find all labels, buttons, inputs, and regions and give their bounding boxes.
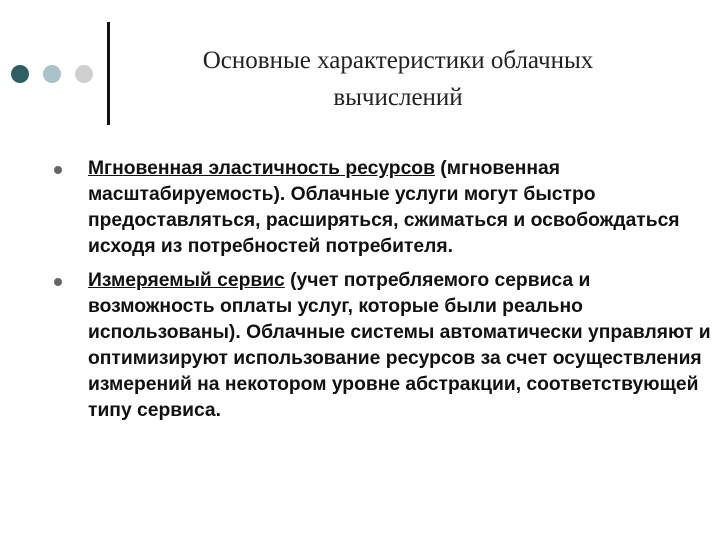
title-divider-line — [107, 22, 110, 125]
decorative-dot-gray — [75, 65, 93, 83]
slide-title — [118, 42, 678, 116]
bullet-term: Измеряемый сервис — [88, 270, 285, 291]
bullet-item — [52, 156, 716, 260]
slide-title-line-2: вычислений — [333, 84, 463, 111]
bullet-icon — [54, 278, 62, 286]
bullet-term: Мгновенная эластичность ресурсов — [88, 158, 435, 179]
bullet-item — [52, 268, 716, 424]
slide-title-line-1: Основные характеристики облачных — [202, 47, 594, 74]
bullet-text: (мгновенная масштабируемость). Облачные услуги могут быстро предоставляться, расширяться, сжиматься и освобождаться исходя из потребностей потребителя. — [88, 158, 680, 257]
bullet-icon — [54, 166, 62, 174]
bullet-text: (учет потребляемого сервиса и возможность оплаты услуг, которые были реально использованы). Облачные системы автоматически управляют и оптимизируют использование ресурсов за счет осуществления измерений на некотором уровне абстракции, соответствующей типу сервиса. — [88, 270, 711, 421]
decorative-dot-dark — [11, 65, 29, 83]
decorative-dot-light — [43, 65, 61, 83]
bullet-list — [52, 156, 716, 432]
